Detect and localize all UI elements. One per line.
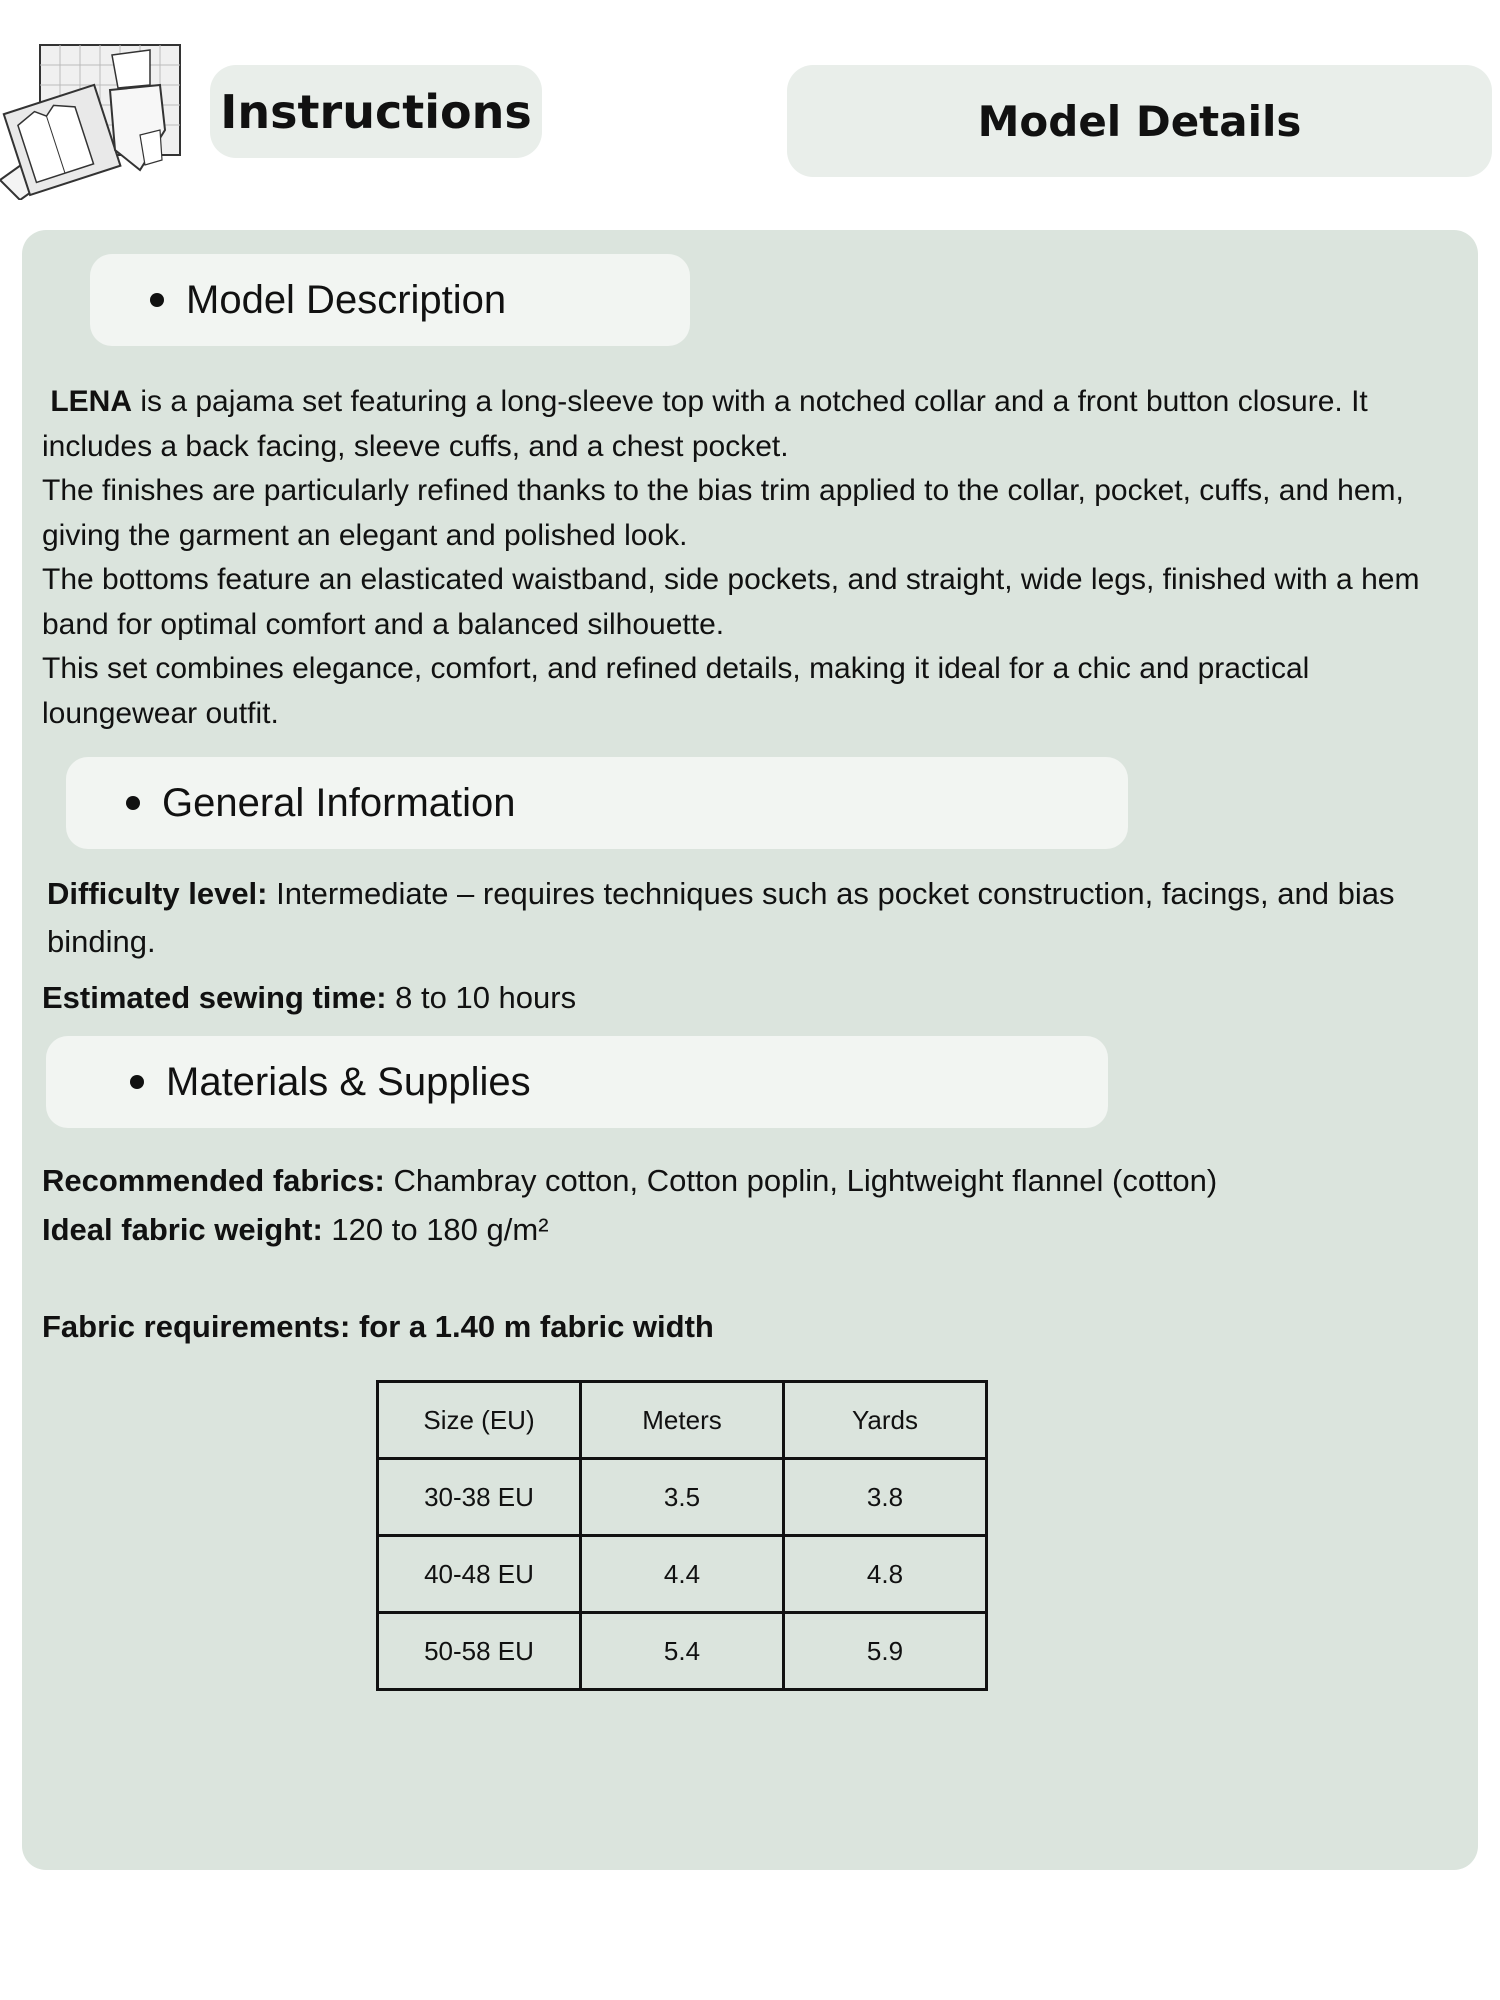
recommended-fabrics <box>42 1157 1462 1205</box>
difficulty-value: Intermediate – requires techniques such as pocket construction, facings, and bias binding. <box>47 876 1395 959</box>
difficulty-level <box>47 870 1467 966</box>
fabric-weight <box>42 1206 1462 1254</box>
fabric-requirements-table <box>376 1380 988 1691</box>
table-cell: 50-58 EU <box>378 1613 581 1690</box>
bullet-icon <box>150 293 164 307</box>
instructions-tab[interactable] <box>210 65 542 158</box>
fabrics-value: Chambray cotton, Cotton poplin, Lightweight flannel (cotton) <box>384 1163 1218 1198</box>
table-row <box>378 1613 987 1690</box>
table-row <box>378 1459 987 1536</box>
section-title: Materials & Supplies <box>166 1059 531 1104</box>
table-cell: 5.4 <box>581 1613 784 1690</box>
table-cell: 3.8 <box>784 1459 987 1536</box>
section-title: General Information <box>162 780 516 825</box>
bullet-icon <box>130 1075 144 1089</box>
section-model-description <box>90 254 690 346</box>
table-row <box>378 1536 987 1613</box>
sewing-time <box>42 974 1462 1022</box>
description-paragraph: LENA is a pajama set featuring a long-sleeve top with a notched collar and a front button closure. It includes a back facing, sleeve cuffs, and a chest pocket. <box>42 385 1368 463</box>
table-cell: 3.5 <box>581 1459 784 1536</box>
difficulty-label: Difficulty level: <box>47 876 268 911</box>
table-header-row <box>378 1382 987 1459</box>
time-value: 8 to 10 hours <box>386 980 577 1015</box>
table-header-cell: Size (EU) <box>378 1382 581 1459</box>
model-name: LENA <box>50 385 133 418</box>
fabric-requirements <box>42 1303 1462 1351</box>
fabrics-label: Recommended fabrics: <box>42 1163 385 1198</box>
table-cell: 30-38 EU <box>378 1459 581 1536</box>
section-materials-supplies <box>46 1036 1108 1128</box>
model-description-text <box>42 380 1472 736</box>
table-header-cell: Yards <box>784 1382 987 1459</box>
description-paragraph: The bottoms feature an elasticated waistband, side pockets, and straight, wide legs, finished with a hem band for optimal comfort and a balanced silhouette. <box>42 563 1420 641</box>
table-cell: 40-48 EU <box>378 1536 581 1613</box>
requirements-label: Fabric requirements: for a 1.40 m fabric width <box>42 1309 714 1344</box>
pattern-logo-icon <box>0 40 190 200</box>
bullet-icon <box>126 796 140 810</box>
table-cell: 4.8 <box>784 1536 987 1613</box>
model-details-tab[interactable] <box>787 65 1492 177</box>
table-header-cell: Meters <box>581 1382 784 1459</box>
weight-label: Ideal fabric weight: <box>42 1212 323 1247</box>
time-label: Estimated sewing time: <box>42 980 387 1015</box>
table-cell: 4.4 <box>581 1536 784 1613</box>
description-paragraph: The finishes are particularly refined thanks to the bias trim applied to the collar, pocket, cuffs, and hem, giving the garment an elegant and polished look. <box>42 474 1404 552</box>
weight-value: 120 to 180 g/m² <box>322 1212 549 1247</box>
table-cell: 5.9 <box>784 1613 987 1690</box>
model-details-label: Model Details <box>977 96 1302 146</box>
instructions-label: Instructions <box>220 84 532 139</box>
section-general-information <box>66 757 1128 849</box>
description-paragraph: This set combines elegance, comfort, and refined details, making it ideal for a chic and practical loungewear outfit. <box>42 652 1310 730</box>
section-title: Model Description <box>186 277 507 322</box>
